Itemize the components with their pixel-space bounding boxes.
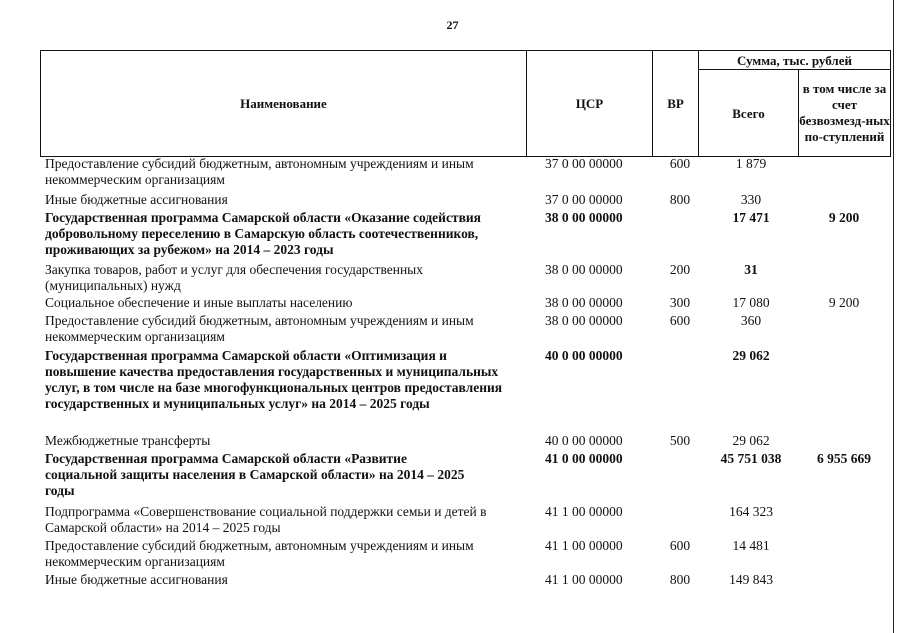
row-total: 17 080 xyxy=(732,295,770,310)
header-csr: ЦСР xyxy=(527,51,653,157)
row-total: 360 xyxy=(740,313,762,328)
row-csr: 38 0 00 00000 xyxy=(545,262,623,277)
row-total: 29 062 xyxy=(732,433,770,448)
row-name: Подпрограмма «Совершенствование социальной поддержки семьи и детей в Самарской области» на 2014 – 2025 годы xyxy=(45,504,487,535)
row-csr: 40 0 00 00000 xyxy=(545,348,623,363)
row-name: Иные бюджетные ассигнования xyxy=(45,572,228,587)
row-vr: 600 xyxy=(669,313,691,328)
row-name: Предоставление субсидий бюджетным, автономным учреждениям и иным некоммерческим организациям xyxy=(45,156,474,187)
table-header xyxy=(40,50,891,157)
row-name: Предоставление субсидий бюджетным, автономным учреждениям и иным некоммерческим организациям xyxy=(45,538,474,569)
row-free: 6 955 669 xyxy=(817,451,871,466)
row-name: Государственная программа Самарской области «Развитие социальной защиты населения в Самарской области» на 2014 – 2025 годы xyxy=(45,451,465,498)
row-vr: 200 xyxy=(669,262,691,277)
row-vr: 600 xyxy=(669,538,691,553)
row-name: Иные бюджетные ассигнования xyxy=(45,192,228,207)
row-total: 29 062 xyxy=(732,348,770,363)
row-total: 1 879 xyxy=(735,156,767,171)
row-name: Социальное обеспечение и иные выплаты населению xyxy=(45,295,353,310)
row-total: 14 481 xyxy=(732,538,770,553)
row-csr: 38 0 00 00000 xyxy=(545,210,623,225)
row-total: 17 471 xyxy=(732,210,770,225)
row-csr: 41 1 00 00000 xyxy=(545,572,623,587)
row-csr: 41 1 00 00000 xyxy=(545,538,623,553)
row-free: 9 200 xyxy=(828,295,860,310)
row-csr: 41 1 00 00000 xyxy=(545,504,623,519)
row-csr: 40 0 00 00000 xyxy=(545,433,623,448)
header-vr: ВР xyxy=(653,51,699,157)
header-sum: Сумма, тыс. рублей xyxy=(699,51,891,70)
row-vr: 800 xyxy=(669,192,691,207)
header-incl-free: в том числе за счет безвозмезд-ных по-ступлений xyxy=(799,70,891,157)
row-csr: 37 0 00 00000 xyxy=(545,156,623,171)
row-total: 31 xyxy=(744,262,758,277)
row-name: Государственная программа Самарской области «Оптимизация и повышение качества предоставления государственных и муниципальных услуг, в том числе на базе многофункциональных центров предоставления государственных и муниципальных услуг» на 2014 – 2025 годы xyxy=(45,348,503,411)
row-vr: 500 xyxy=(669,433,691,448)
row-csr: 38 0 00 00000 xyxy=(545,295,623,310)
row-free: 9 200 xyxy=(828,210,860,225)
row-vr: 800 xyxy=(669,572,691,587)
row-vr: 300 xyxy=(669,295,691,310)
row-name: Межбюджетные трансферты xyxy=(45,433,211,448)
row-csr: 37 0 00 00000 xyxy=(545,192,623,207)
row-total: 45 751 038 xyxy=(720,451,782,466)
row-total: 149 843 xyxy=(729,572,773,587)
row-total: 330 xyxy=(740,192,762,207)
row-csr: 41 0 00 00000 xyxy=(545,451,623,466)
page-edge-line xyxy=(893,0,894,633)
row-name: Государственная программа Самарской области «Оказание содействия добровольному переселению в Самарскую область соотечественников, проживающих за рубежом» на 2014 – 2023 годы xyxy=(45,210,481,257)
header-name: Наименование xyxy=(41,51,527,157)
row-name: Предоставление субсидий бюджетным, автономным учреждениям и иным некоммерческим организациям xyxy=(45,313,474,344)
row-csr: 38 0 00 00000 xyxy=(545,313,623,328)
row-total: 164 323 xyxy=(729,504,773,519)
page-number: 27 xyxy=(446,18,459,32)
header-total: Всего xyxy=(699,70,799,157)
row-vr: 600 xyxy=(669,156,691,171)
row-name: Закупка товаров, работ и услуг для обеспечения государственных (муниципальных) нужд xyxy=(45,262,424,293)
